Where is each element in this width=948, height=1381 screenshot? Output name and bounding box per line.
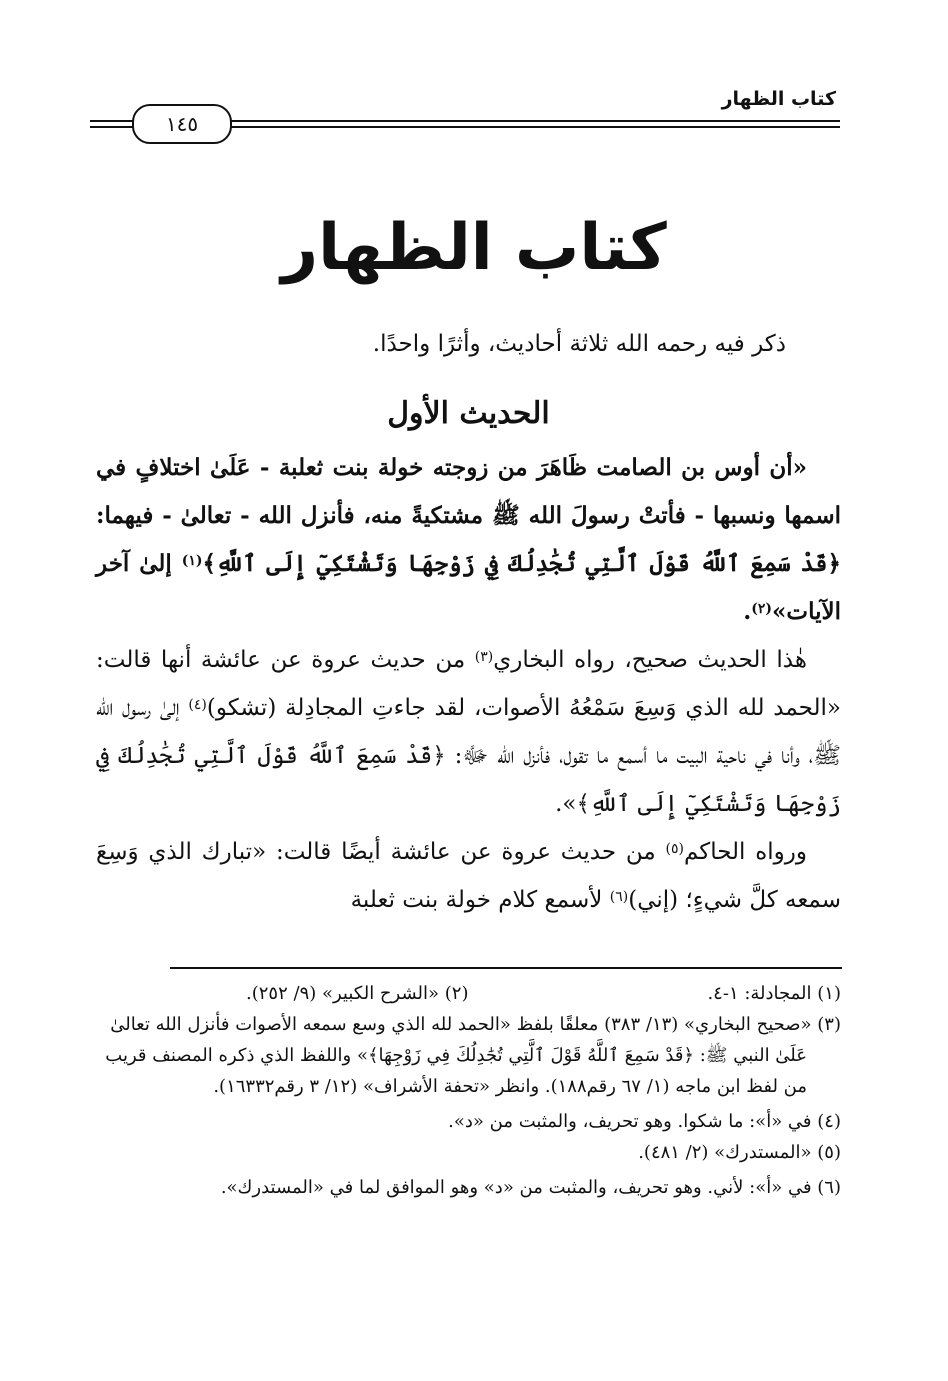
para1-text-d: ». bbox=[555, 791, 577, 817]
para2-text-c: لأسمع كلام خولة بنت ثعلبة bbox=[350, 887, 610, 913]
footnote-divider bbox=[170, 967, 842, 969]
footnote-1: (١) المجادلة: ١-٤. bbox=[707, 983, 841, 1004]
footnote-ref-1[interactable]: (١) bbox=[181, 553, 203, 569]
para2-text-b: من حديث عروة عن عائشة أيضًا قالت: «تبارك الذي وَسِعَ سمعه كلَّ شيءٍ؛ (إني) bbox=[96, 839, 841, 913]
footnote-ref-5[interactable]: (٥) bbox=[665, 841, 684, 857]
commentary-paragraph-2 bbox=[96, 828, 841, 924]
footnote-4: (٤) في «أ»: ما شكوا. وهو تحريف، والمثبت من «د». bbox=[448, 1111, 841, 1132]
para1-text-c: إلىٰ رسول الله ﷺ، وأنا في ناحية البيت ما أسمع ما تقول، فأنزل الله ﷻ: bbox=[96, 695, 841, 769]
footnote-2: (٢) «الشرح الكبير» (٩/ ٢٥٢). bbox=[246, 983, 469, 1004]
section-heading: الحديث الأول bbox=[387, 396, 550, 431]
para2-text-a: ورواه الحاكم bbox=[683, 839, 807, 865]
footnotes bbox=[96, 978, 841, 1203]
commentary-paragraph-1 bbox=[96, 636, 841, 828]
main-text bbox=[96, 320, 841, 924]
chapter-title: كتاب الظهار bbox=[281, 211, 667, 285]
footnote-ref-3[interactable]: (٣) bbox=[474, 649, 494, 665]
page-number-frame bbox=[132, 104, 232, 144]
footnote-ref-4[interactable]: (٤) bbox=[188, 697, 207, 713]
footnote-ref-2[interactable]: (٢) bbox=[751, 601, 773, 617]
footnote-6: (٦) في «أ»: لأني. وهو تحريف، والمثبت من «د» وهو الموافق لما في «المستدرك». bbox=[220, 1177, 841, 1198]
footnote-row-1-2 bbox=[96, 978, 841, 1009]
footnote-ref-6[interactable]: (٦) bbox=[609, 889, 629, 905]
page-number: ١٤٥ bbox=[165, 112, 199, 136]
hadith-paragraph bbox=[96, 444, 841, 636]
para1-text-b: من حديث عروة عن عائشة أنها قالت: «الحمد لله الذي وَسِعَ سَمْعُهُ الأصوات، لقد جاءتِ المجادِلة (تشكو) bbox=[96, 647, 841, 721]
footnote-5: (٥) «المستدرك» (٢/ ٤٨١). bbox=[638, 1142, 841, 1163]
footnote-3: (٣) «صحيح البخاري» (١٣/ ٣٨٣) معلقًا بلفظ «الحمد لله الذي وسع سمعه الأصوات فأنزل الله تعالىٰ عَلَىٰ النبي ﷺ: ﴿قَدْ سَمِعَ ٱللَّهُ قَوْلَ ٱلَّتِي تُجَٰدِلُكَ فِي زَوْجِهَا﴾» واللفظ الذي ذكره المصنف قريب من لفظ ابن ماجه (١/ ٦٧ رقم١٨٨). وانظر «تحفة الأشراف» (١٢/ ٣ رقم١٦٣٣٢). bbox=[105, 1014, 841, 1097]
hadith-text: «أن أوس بن الصامت ظَاهَرَ من زوجته خولة بنت ثعلبة - عَلَىٰ اختلافٍ في اسمها ونسبها - فأتتْ رسولَ الله ﷺ مشتكيةً منه، فأنزل الله - تعالىٰ - فيهما: bbox=[96, 454, 841, 529]
para1-text-a: هٰذا الحديث صحيح، رواه البخاري bbox=[493, 647, 808, 673]
running-header bbox=[90, 84, 840, 144]
running-title: كتاب الظهار bbox=[721, 88, 836, 110]
quran-verse-2: ﴿قَدْ سَمِعَ ٱللَّهُ قَوْلَ ٱلَّتِي تُجَٰدِلُكَ فِي زَوْجِهَا وَتَشْتَكِيٓ إِلَى ٱللَّهِ﴾ bbox=[96, 743, 841, 817]
intro-paragraph: ذكر فيه رحمه الله ثلاثة أحاديث، وأثرًا واحدًا. bbox=[372, 331, 786, 357]
quran-verse: ﴿قَدْ سَمِعَ ٱللَّهُ قَوْلَ ٱلَّتِي تُجَٰدِلُكَ فِي زَوْجِهَا وَتَشْتَكِيٓ إِلَى ٱللَّهِ﴾ bbox=[202, 550, 841, 577]
hadith-text-end: إلىٰ آخر الآيات» bbox=[96, 550, 841, 625]
hadith-end: . bbox=[743, 598, 752, 625]
